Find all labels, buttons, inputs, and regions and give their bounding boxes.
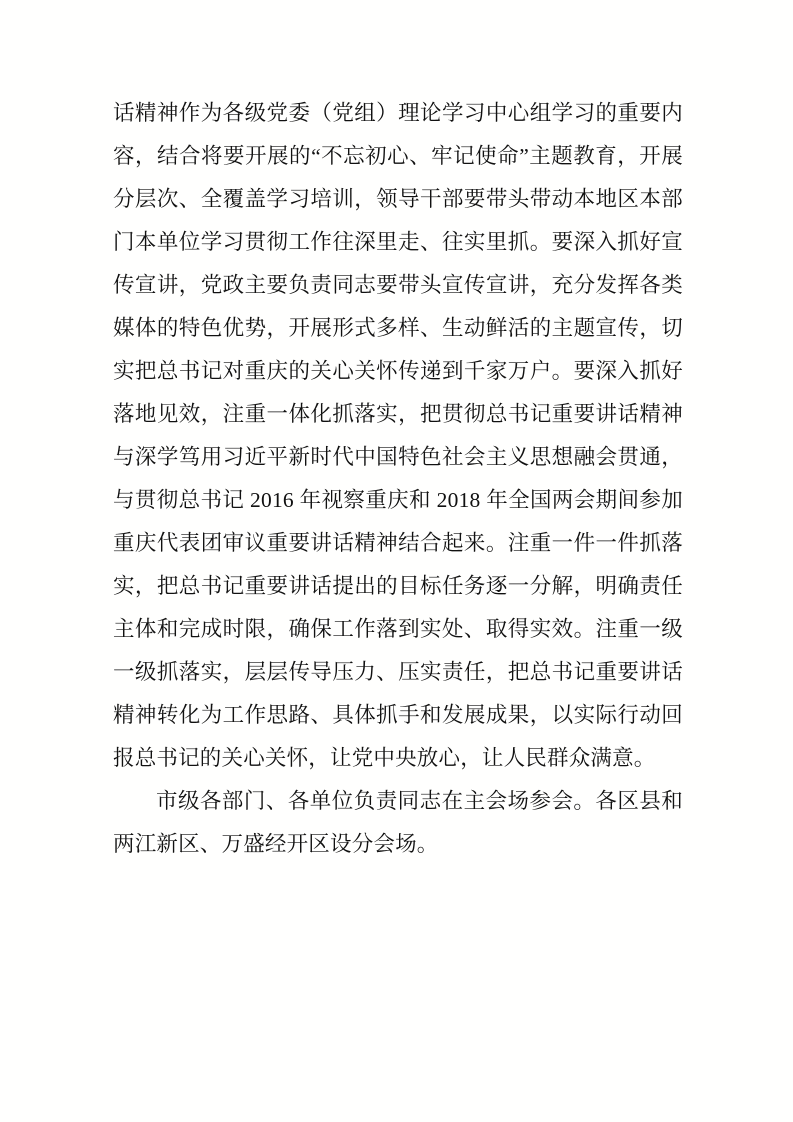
- document-body: [113, 92, 683, 866]
- paragraph-1: 话精神作为各级党委（党组）理论学习中心组学习的重要内容，结合将要开展的“不忘初心、牢记使命”主题教育，开展分层次、全覆盖学习培训，领导干部要带头带动本地区本部门本单位学习贯彻工作往深里走、往实里抓。要深入抓好宣传宣讲，党政主要负责同志要带头宣传宣讲，充分发挥各类媒体的特色优势，开展形式多样、生动鲜活的主题宣传，切实把总书记对重庆的关心关怀传递到千家万户。要深入抓好落地见效，注重一体化抓落实，把贯彻总书记重要讲话精神与深学笃用习近平新时代中国特色社会主义思想融会贯通，与贯彻总书记 2016 年视察重庆和 2018 年全国两会期间参加重庆代表团审议重要讲话精神结合起来。注重一件一件抓落实，把总书记重要讲话提出的目标任务逐一分解，明确责任主体和完成时限，确保工作落到实处、取得实效。注重一级一级抓落实，层层传导压力、压实责任，把总书记重要讲话精神转化为工作思路、具体抓手和发展成果，以实际行动回报总书记的关心关怀，让党中央放心，让人民群众满意。: [113, 101, 683, 770]
- paragraph-2: 市级各部门、各单位负责同志在主会场参会。各区县和两江新区、万盛经开区设分会场。: [113, 789, 683, 856]
